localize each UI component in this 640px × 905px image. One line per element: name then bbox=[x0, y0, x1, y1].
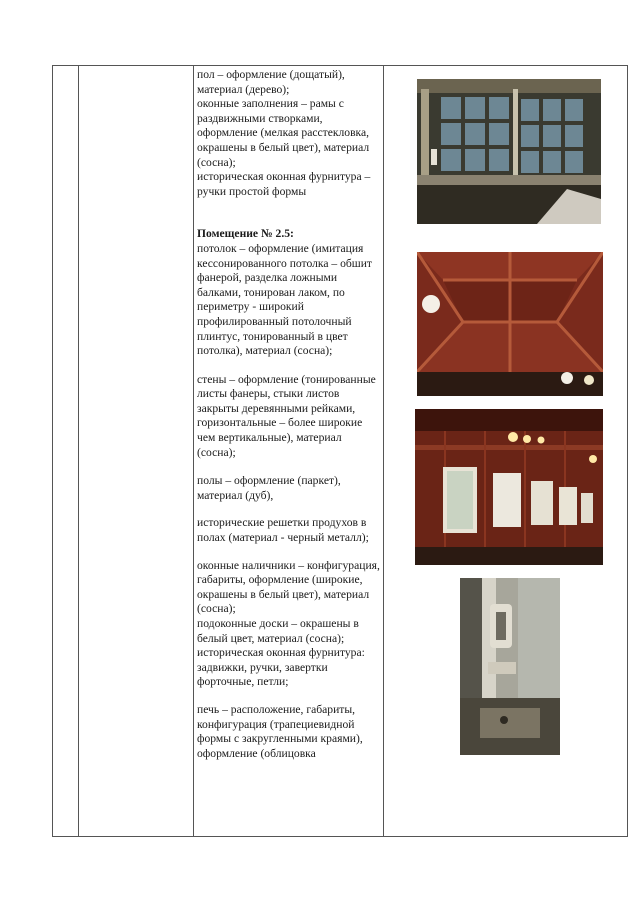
room-heading: Помещение № 2.5: bbox=[197, 227, 294, 241]
stove-description: печь – расположение, габариты, конфигурация (трапециевидной формы с закругленными краями), оформление (облицовка bbox=[197, 702, 363, 760]
plywood-wall-exhibition-photo bbox=[415, 409, 603, 565]
ceiling-description: потолок – оформление (имитация кессонированного потолка – обшит фанерой, разделка ложными балками, тонирован лаком, по периметру - широкий профилированный потолочный плинтус, тонированный в цвет потолка), материал (сосна); bbox=[197, 241, 372, 358]
window-frame-interior-photo bbox=[417, 79, 601, 224]
table-col-border-5 bbox=[627, 65, 628, 837]
table-col-border-1 bbox=[52, 65, 53, 837]
window-hardware-closeup-photo bbox=[460, 578, 560, 755]
window-trim-description: оконные наличники – конфигурация, габариты, оформление (широкие, окрашены в белый цвет), материал (сосна); подоконные доски – окрашены в белый цвет, материал (сосна); историческая оконная фурнитура: задвижки, ручки, завертки форточные, петли; bbox=[197, 558, 380, 689]
table-top-border bbox=[52, 65, 628, 66]
floors-description: полы – оформление (паркет), материал (дуб), bbox=[197, 474, 341, 502]
coffered-ceiling-photo bbox=[417, 252, 603, 396]
table-col-border-3 bbox=[193, 65, 194, 837]
vent-grates-description: исторические решетки продухов в полах (материал - черный металл); bbox=[197, 516, 369, 545]
table-col-border-2 bbox=[78, 65, 79, 837]
table-bottom-border bbox=[52, 836, 628, 837]
description-column bbox=[197, 68, 380, 761]
room-prev-features: пол – оформление (дощатый), материал (дерево); оконные заполнения – рамы с раздвижными створками, оформление (мелкая расстекловка, окрашены в белый цвет), материал (сосна); историческая оконная фурнитура – ручки простой формы bbox=[197, 68, 371, 198]
walls-description: стены – оформление (тонированные листы фанеры, стыки листов закрыты деревянными рейками, горизонтальные – более широкие чем вертикальные), материал (сосна); bbox=[197, 372, 376, 459]
table-col-border-4 bbox=[383, 65, 384, 837]
